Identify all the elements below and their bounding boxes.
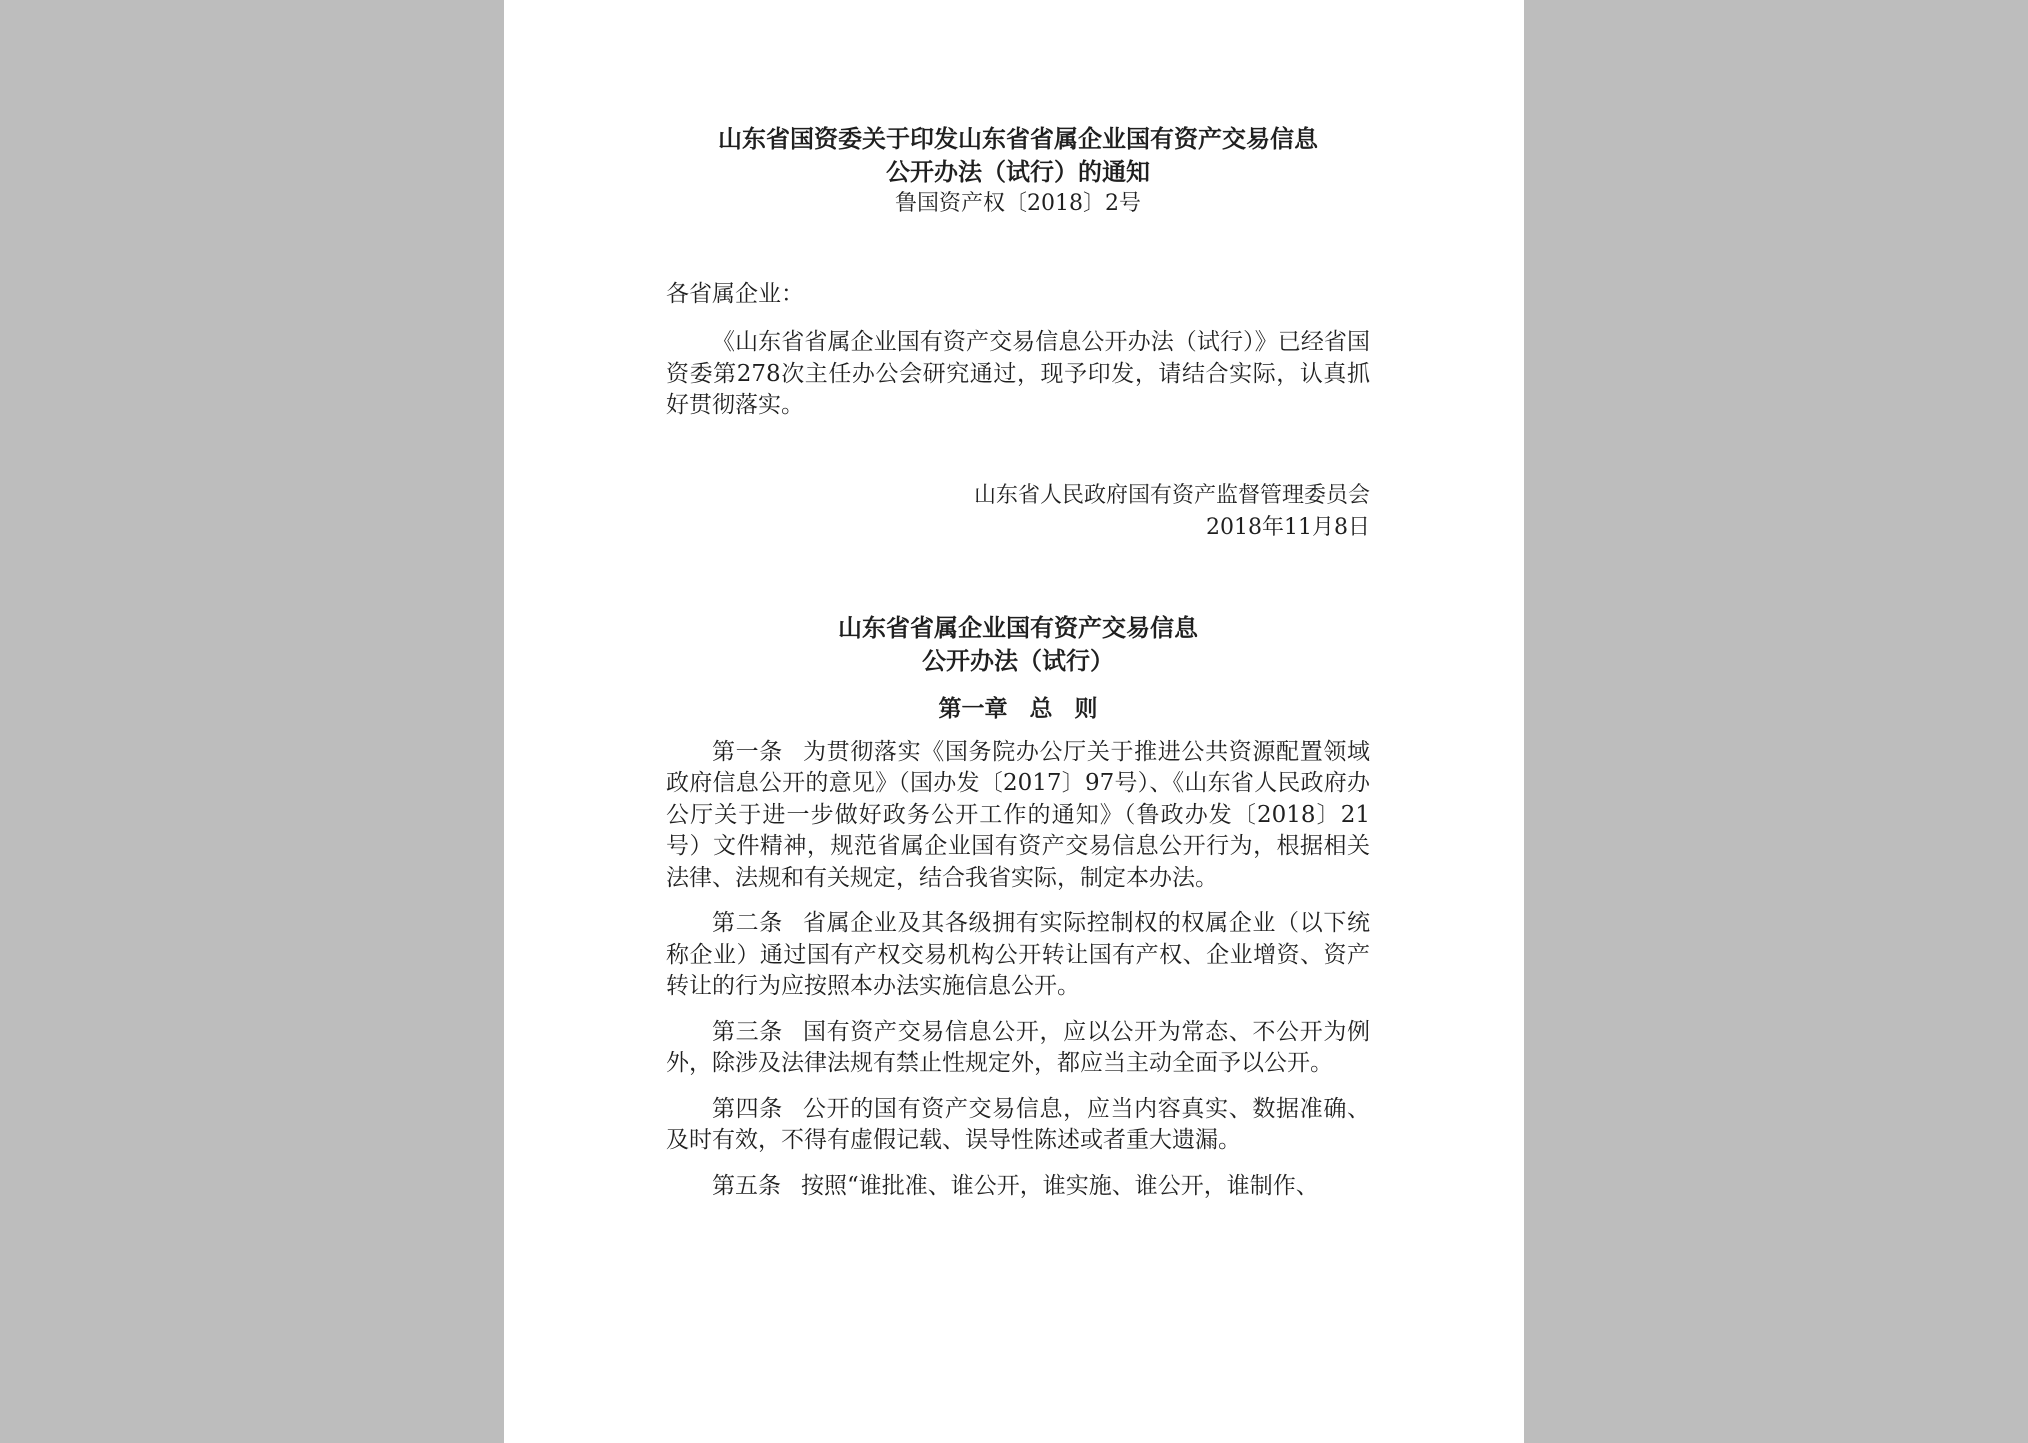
document-content [666,122,1370,1216]
article-5 [666,1171,1370,1203]
signature-date: 2018年11月8日 [1206,514,1370,540]
article-text: 按照“谁批准、谁公开，谁实施、谁公开，谁制作、 [801,1172,1319,1199]
article-4 [666,1094,1370,1157]
notice-title-line2: 公开办法（试行）的通知 [886,157,1150,186]
article-number: 第三条 [712,1018,783,1045]
measures-title-line1: 山东省省属企业国有资产交易信息 [838,612,1198,642]
notice-body: 《山东省省属企业国有资产交易信息公开办法（试行）》已经省国资委第278次主任办公会研究通过，现予印发，请结合实际，认真抓好贯彻落实。 [666,329,1370,418]
article-text: 国有资产交易信息公开，应以公开为常态、不公开为例外，除涉及法律法规有禁止性规定外，都应当主动全面予以公开。 [666,1018,1371,1076]
salutation: 各省属企业： [666,281,804,307]
article-3 [666,1017,1370,1080]
article-number: 第二条 [712,910,783,936]
signature-block [666,480,1370,544]
article-number: 第五条 [712,1172,781,1199]
document-number: 鲁国资产权〔2018〕2号 [895,191,1141,216]
article-text: 省属企业及其各级拥有实际控制权的权属企业（以下统称企业）通过国有产权交易机构公开转让国有产权、企业增资、资产转让的行为应按照本办法实施信息公开。 [666,910,1371,999]
measures-title-line2: 公开办法（试行） [922,645,1114,675]
article-number: 第一条 [712,738,783,765]
notice-title-line1: 山东省国资委关于印发山东省省属企业国有资产交易信息 [718,124,1318,153]
article-1 [666,737,1370,895]
article-2 [666,908,1370,1003]
article-number: 第四条 [712,1095,783,1122]
article-text: 公开的国有资产交易信息，应当内容真实、数据准确、及时有效，不得有虚假记载、误导性陈述或者重大遗漏。 [666,1095,1371,1153]
chapter-heading: 第一章 总 则 [938,694,1098,722]
article-text: 为贯彻落实《国务院办公厅关于推进公共资源配置领域政府信息公开的意见》（国办发〔2017〕97号）、《山东省人民政府办公厅关于进一步做好政务公开工作的通知》（鲁政办发〔2018〕21号）文件精神，规范省属企业国有资产交易信息公开行为，根据相关法律、法规和有关规定，结合我省实际，制定本办法。 [666,738,1371,891]
document-page [504,0,1524,1443]
signer-name: 山东省人民政府国有资产监督管理委员会 [973,482,1370,508]
